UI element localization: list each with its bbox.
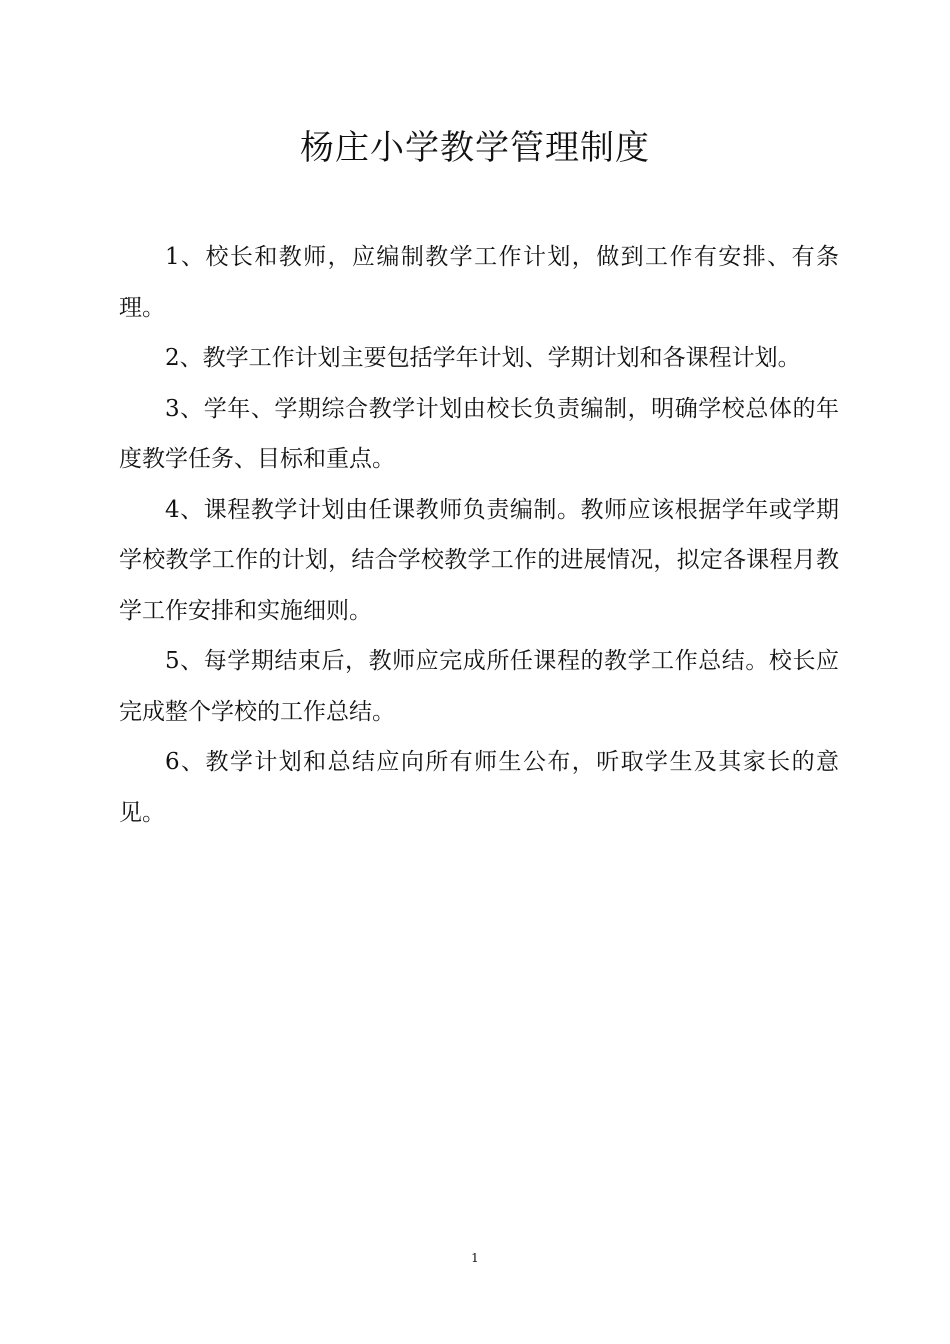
paragraph-1: 1、校长和教师，应编制教学工作计划，做到工作有安排、有条理。: [119, 244, 839, 321]
page-number: 1: [471, 1251, 479, 1265]
paragraph-5: 5、每学期结束后，教师应完成所任课程的教学工作总结。校长应完成整个学校的工作总结。: [119, 648, 839, 725]
paragraph-3: 3、学年、学期综合教学计划由校长负责编制，明确学校总体的年度教学任务、目标和重点。: [119, 395, 839, 472]
paragraph-6: 6、教学计划和总结应向所有师生公布，听取学生及其家长的意见。: [119, 749, 839, 826]
document-body: [119, 232, 839, 838]
document-title: 杨庄小学教学管理制度: [300, 128, 650, 168]
paragraph-4: 4、课程教学计划由任课教师负责编制。教师应该根据学年或学期学校教学工作的计划，结合学校教学工作的进展情况，拟定各课程月教学工作安排和实施细则。: [119, 496, 839, 624]
paragraph-2: 2、教学工作计划主要包括学年计划、学期计划和各课程计划。: [165, 345, 801, 371]
